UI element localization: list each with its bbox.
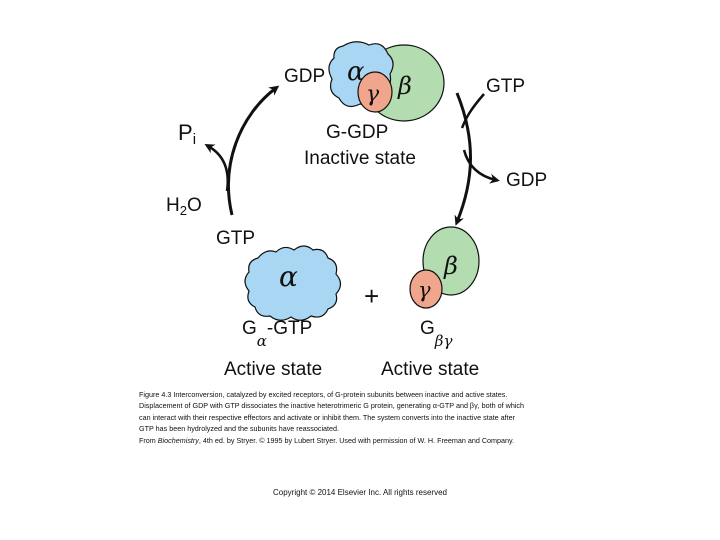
active-gamma-symbol: γ <box>418 278 431 302</box>
caption-line: can interact with their respective effectors and activate or inhibit them. The system converts into the inactive state after <box>139 412 516 422</box>
caption-line: Figure 4.3 Interconversion, catalyzed by excited receptors, of G-protein subunits between inactive and active states. <box>139 390 508 399</box>
caption-line: GTP has been hydrolyzed and the subunits have reassociated. <box>139 424 340 434</box>
active-alpha-symbol: α <box>279 260 298 293</box>
active-beta-symbol: β <box>444 252 458 280</box>
water-to-phosphate-arrow <box>208 146 228 191</box>
caption-source: From Biochemistry, 4th ed. by Stryer. © 1995 by Lubert Stryer. Used with permission of W. H. Freeman and Company. <box>139 435 515 445</box>
caption-line: Displacement of GDP with GTP dissociates the inactive heterotrimeric G protein, generating α-GTP and βγ, both of which <box>139 401 525 411</box>
gtp-in-label: GTP <box>486 76 526 97</box>
gdp-out-label: GDP <box>506 170 548 191</box>
g-gdp-label: G-GDP <box>326 122 389 143</box>
reassociation-arrow <box>229 88 276 215</box>
active-state-label-left: Active state <box>224 359 323 380</box>
copyright-notice: Copyright © 2014 Elsevier Inc. All rights reserved <box>273 488 447 497</box>
inactive-heterotrimer <box>329 42 444 121</box>
phosphate-label: Pi <box>178 120 197 148</box>
figure-caption <box>139 389 619 446</box>
active-beta-gamma-dimer <box>410 227 479 308</box>
inactive-state-label: Inactive state <box>304 148 416 169</box>
inactive-gdp-label: GDP <box>284 66 326 87</box>
plus-sign: + <box>364 281 380 311</box>
active-alpha-subunit <box>245 246 341 320</box>
g-beta-gamma-label: $G_{\beta\gamma}$ <box>420 318 453 350</box>
active-gtp-label: GTP <box>216 228 256 249</box>
water-label: $H_2O$ <box>166 195 202 218</box>
gamma-symbol: γ <box>366 82 380 107</box>
gtp-in-arrow <box>462 94 484 128</box>
active-state-label-right: Active state <box>381 359 480 380</box>
caption-source-title: Biochemistry <box>157 435 199 445</box>
g-alpha-gtp-label: $G_\alpha$-GTP <box>242 318 313 350</box>
beta-symbol: β <box>398 72 412 100</box>
alpha-symbol: α <box>347 57 365 87</box>
